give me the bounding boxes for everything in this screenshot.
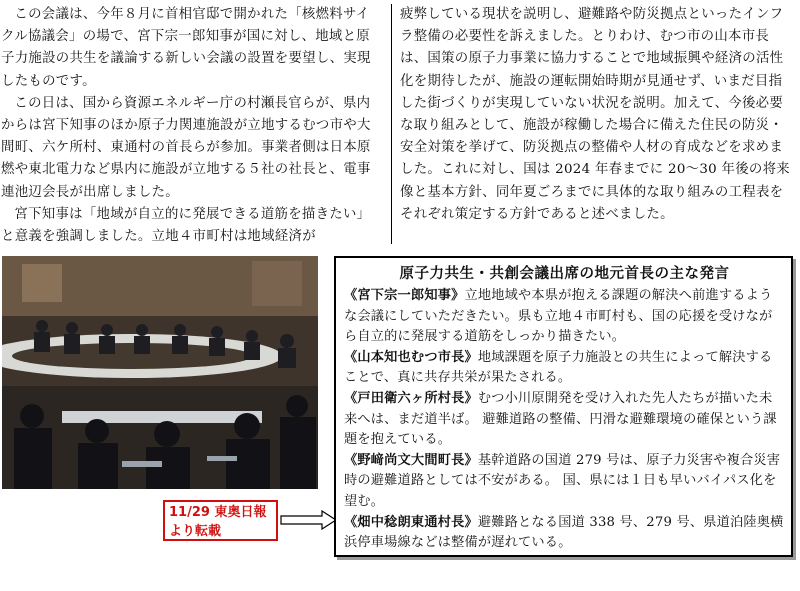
statement-item: [344, 389, 785, 451]
statement-text: 基幹道路の国道 279 号は、原子力災害や複合災害時の避難道路としては不安がある。 国、県には１日も早いバイパス化を望む。: [344, 452, 781, 509]
source-caption-line: 11/29 東奥日報: [169, 505, 267, 520]
right-arrow-outline-icon: [280, 510, 338, 530]
article-paragraph: この日は、国から資源エネルギー庁の村瀬長官らが、県内からは宮下知事のほか原子力関連施設が立地するむつ市や大間町、六ケ所村、東通村の首長らが参加。事業者側は日本原燃や東北電力など県内に施設が立地する５社の社長と、電事連池辺会長が出席しました。: [1, 95, 371, 200]
statement-speaker: 《野﨑尚文大間町長》: [344, 452, 478, 468]
statement-item: [344, 286, 785, 348]
mayor-statements-box: [334, 256, 793, 557]
source-caption-line: より転載: [169, 524, 222, 539]
meeting-photo: [2, 256, 318, 489]
article-column-right: [400, 4, 792, 226]
article-paragraph: 宮下知事は「地域が自立的に発展できる道筋を描きたい」と意義を強調しました。立地４市町村は地域経済が: [1, 206, 371, 245]
statement-speaker: 《畑中稔朗東通村長》: [344, 514, 478, 530]
statement-speaker: 《山本知也むつ市長》: [344, 349, 478, 365]
article-paragraph: この会議は、今年８月に首相官邸で開かれた「核燃料サイクル協議会」の場で、宮下宗一郎知事が国に対し、地域と原子力施設の共生を議論する新しい会議の設置を要望し、実現したものです。: [1, 7, 371, 89]
statement-item: [344, 451, 785, 513]
column-divider: [391, 4, 392, 244]
statement-speaker: 《宮下宗一郎知事》: [344, 288, 465, 303]
statement-item: [344, 348, 785, 389]
statement-text: 立地地域や本県が抱える課題の解決へ前進するような会議にしていただきたい。県も立地４市町村も、国の応援を受けながら自立的に発展する道筋をしっかり描きたい。: [344, 288, 773, 345]
statements-title: 原子力共生・共創会議出席の地元首長の主な発言: [399, 266, 730, 282]
article-column-left: [1, 4, 382, 248]
source-caption: [163, 500, 278, 541]
statement-text: 地域課題を原子力施設との共生によって解決することで、真に共存共栄が果たされる。: [344, 349, 773, 386]
statement-item: [344, 513, 785, 554]
statement-text: 避難路となる国道 338 号、279 号、県道泊陸奥横浜停車場線などは整備が遅れている。: [344, 514, 784, 551]
statement-speaker: 《戸田衛六ヶ所村長》: [344, 390, 478, 406]
article-paragraph: 疲弊している現状を説明し、避難路や防災拠点といったインフラ整備の必要性を訴えました。とりわけ、むつ市の山本市長は、国策の原子力事業に協力することで地域振興や経済の活性化を期待したが、施設の運転開始時期が見通せず、いまだ目指した街づくりが実現していない状況を説明。加えて、今後必要な取り組みとして、施設が稼働した場合に備えた住民の防災・安全対策を挙げて、防災拠点の整備や人材の育成などを求めました。これに対し、国は 2024 年春までに 20～30 年後の将来像と基本方針、同年夏ごろまでに具体的な取り組みの工程表をそれぞれ策定する方針であると述べました。: [400, 7, 790, 222]
statement-text: むつ小川原開発を受け入れた先人たちが描いた未来へは、まだ道半ば。 避難道路の整備、円滑な避難環境の確保という課題を抱えている。: [344, 390, 777, 448]
